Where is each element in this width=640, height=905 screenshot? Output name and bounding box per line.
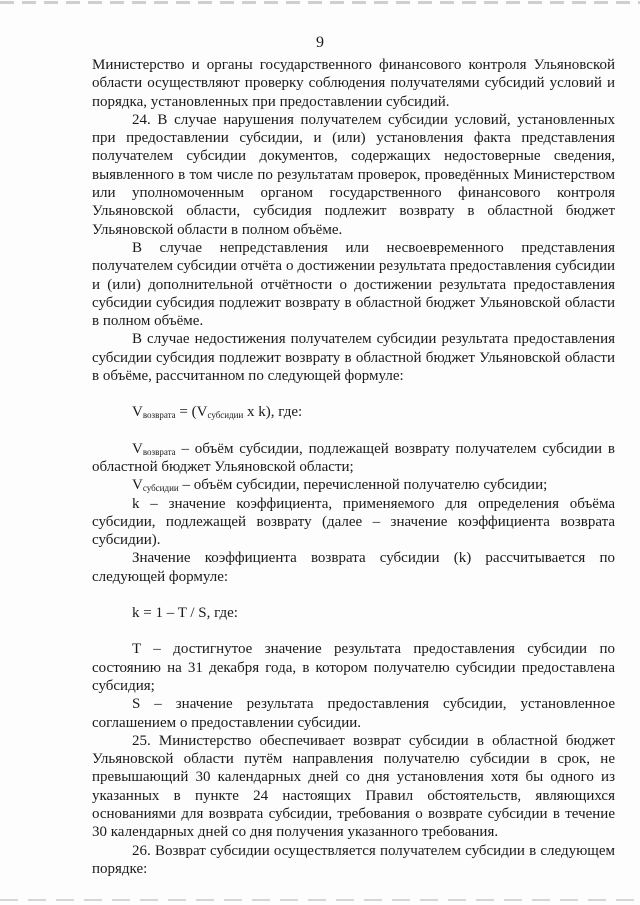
def-v: V bbox=[132, 440, 143, 457]
definition-v-subsidy bbox=[92, 476, 615, 494]
paragraph-nonachievement: В случае недостижения получателем субсидии результата предоставления субсидии субсидия подлежит возврату в областной бюджет Ульяновской области в объёме, рассчитанном по следующей формуле: bbox=[92, 331, 615, 385]
paragraph-26: 26. Возврат субсидии осуществляется получателем субсидии в следующем порядке: bbox=[92, 842, 615, 877]
paragraph-coefficient: Значение коэффициента возврата субсидии (k) рассчитывается по следующей формуле: bbox=[92, 550, 615, 585]
formula-k: k = 1 – T / S, где: bbox=[132, 605, 238, 622]
definition-v-return bbox=[92, 440, 615, 477]
definition-t: T – достигнутое значение результата предоставления субсидии по состоянию на 31 декабря года, в котором получателю субсидии предоставлена субсидия; bbox=[92, 641, 615, 694]
paragraph-25: 25. Министерство обеспечивает возврат субсидии в областной бюджет Ульяновской области путём направления получателю субсидии в срок, не превышающий 30 календарных дней со дня установления хотя бы одного из указанных в пункте 24 настоящих Правил обстоятельств, являющихся основаниями для возврата субсидии, требования о возврате субсидии в течение 30 календарных дней со дня получения указанного требования. bbox=[92, 732, 615, 841]
def-v-subsidy-text: – объём субсидии, перечисленной получателю субсидии; bbox=[178, 477, 548, 494]
scan-edge-bottom bbox=[0, 899, 640, 901]
page-number: 9 bbox=[316, 34, 324, 51]
def-sub-subsidy: субсидии bbox=[142, 483, 179, 494]
scan-edge-top bbox=[0, 1, 640, 4]
definition-k: k – значение коэффициента, применяемого для определения объёма субсидии, подлежащей возврату (далее – значение коэффициента возврата субсидии). bbox=[92, 495, 615, 549]
paragraph-nonsubmission: В случае непредставления или несвоевременного представления получателем субсидии отчёта о достижении результата предоставления субсидии и (или) дополнительной отчётности о достижении результата предоставления субсидии субсидия подлежит возврату в областной бюджет Ульяновской области в полном объёме. bbox=[92, 239, 615, 330]
def-sub-return: возврата bbox=[142, 446, 176, 457]
formula-return-volume bbox=[92, 403, 615, 421]
def-v-return-text: – объём субсидии, подлежащей возврату получателем субсидии в областной бюджет Ульяновской области; bbox=[92, 440, 615, 475]
formula-sub-subsidy: субсидии bbox=[207, 410, 244, 421]
formula-mid: = (V bbox=[175, 404, 208, 421]
formula-sub-return: возврата bbox=[142, 410, 176, 421]
document-body bbox=[92, 56, 615, 878]
def-v2: V bbox=[132, 477, 143, 494]
definition-s: S – значение результата предоставления субсидии, установленное соглашением о предоставлении субсидии. bbox=[92, 696, 615, 731]
formula-v: V bbox=[132, 404, 143, 421]
formula-end: x k), где: bbox=[243, 404, 303, 421]
paragraph-intro: Министерство и органы государственного финансового контроля Ульяновской области осуществляют проверку соблюдения получателями субсидий условий и порядка, установленных при предоставлении субсидий. bbox=[92, 57, 615, 110]
paragraph-24: 24. В случае нарушения получателем субсидии условий, установленных при предоставлении субсидии, и (или) установления факта представления получателем субсидии документов, содержащих недостоверные сведения, выявленного в том числе по результатам проверок, проведённых Министерством или уполномоченным органом государственного финансового контроля Ульяновской области, субсидия подлежит возврату в областной бюджет Ульяновской области в полном объёме. bbox=[92, 111, 615, 238]
